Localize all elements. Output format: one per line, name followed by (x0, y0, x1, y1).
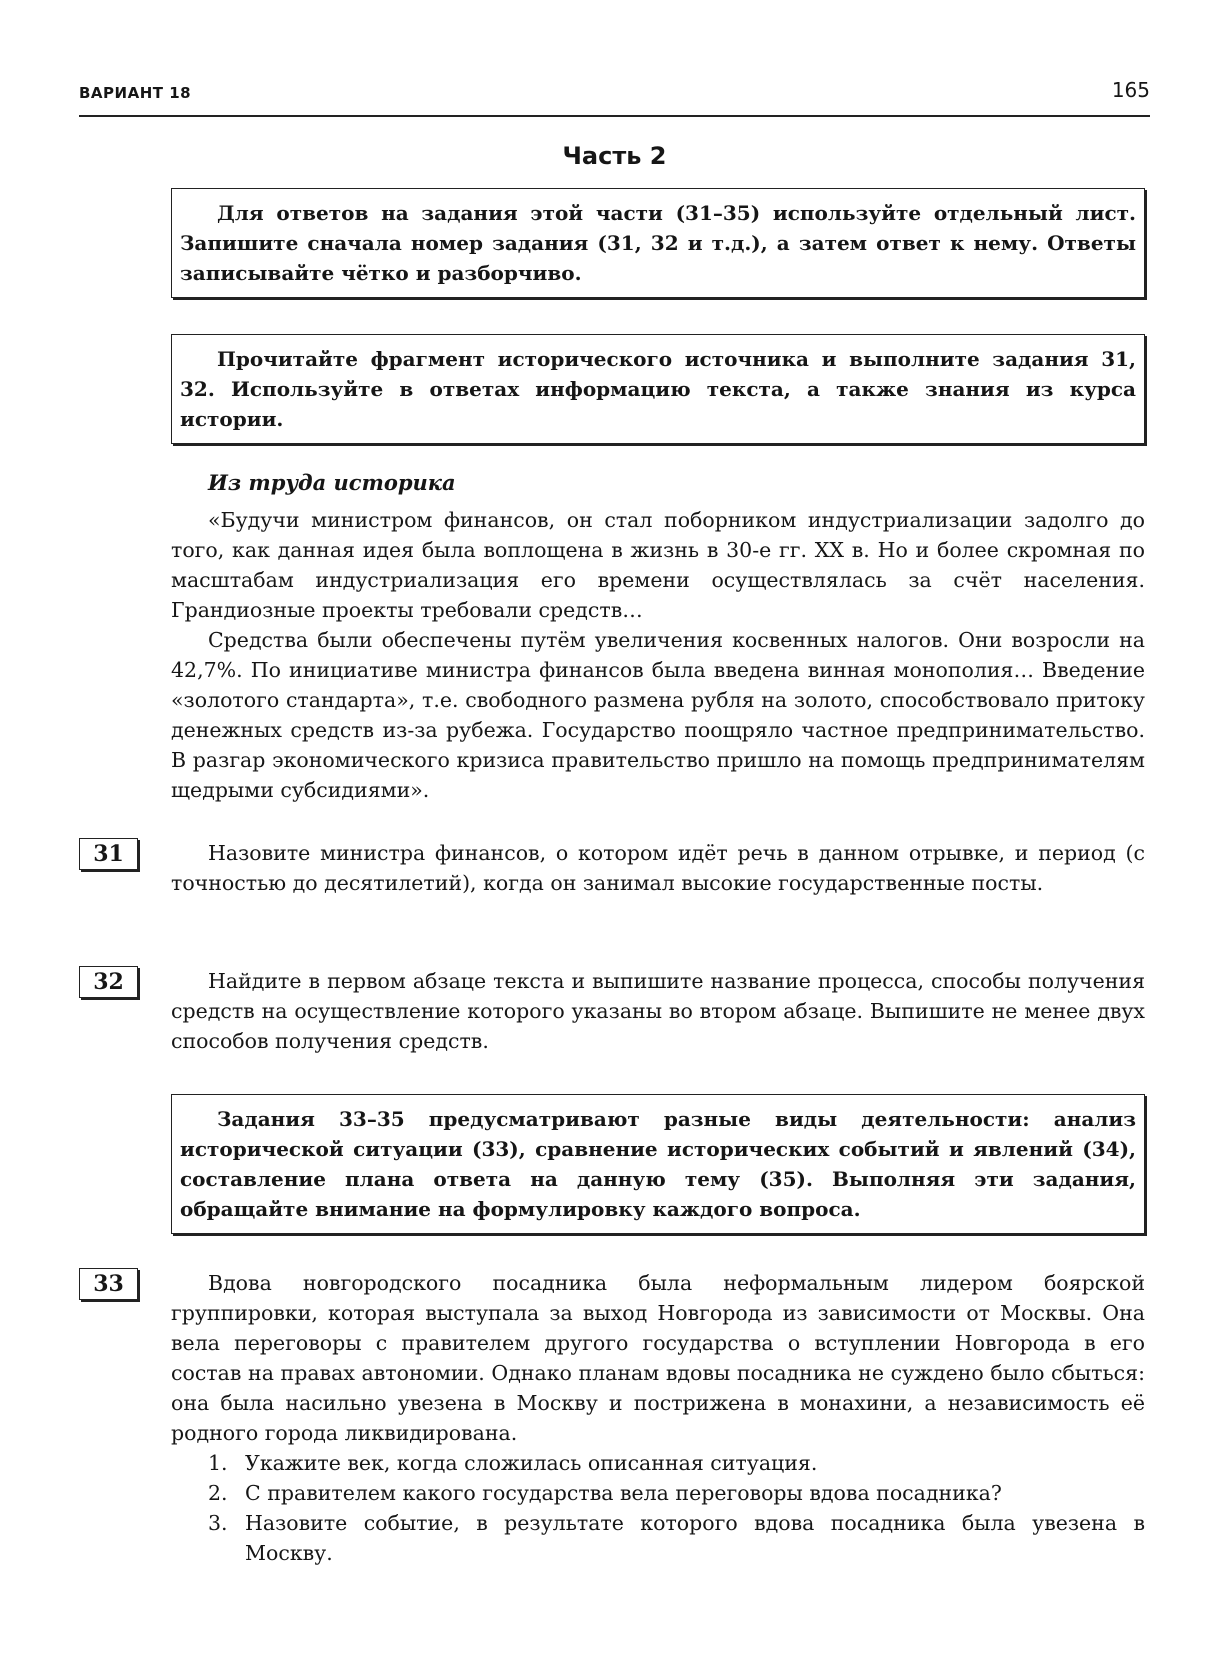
list-item (208, 1448, 1145, 1478)
source-title: Из труда историка (208, 470, 456, 495)
list-item-number: 3. (208, 1511, 228, 1535)
answers-instruction-box (171, 188, 1145, 298)
variant-label: ВАРИАНТ 18 (79, 84, 192, 102)
question-number-31: 31 (79, 838, 138, 870)
header-divider (79, 115, 1150, 117)
question-33 (171, 1268, 1145, 1448)
tasks-instruction-text: Задания 33–35 предусматривают разные виды деятельности: анализ исторической ситуации (33), сравнение исторических событий и явлений (34), составление плана ответа на данную тему (35). Выполняя эти задания, обращайте внимание на формулировку каждого вопроса. (180, 1107, 1136, 1221)
source-paragraph-1: «Будучи министром финансов, он стал поборником индустриализации задолго до того, как данная идея была воплощена в жизнь в 30-е гг. XX в. Но и более скромная по масштабам индустриализация его времени осуществлялась за счёт населения. Грандиозные проекты требовали средств… (171, 508, 1145, 622)
source-instruction-box (171, 334, 1145, 444)
list-item-text: С правителем какого государства вела переговоры вдова посадника? (245, 1481, 1002, 1505)
list-item-number: 1. (208, 1451, 228, 1475)
question-32 (171, 966, 1145, 1056)
part-title: Часть 2 (562, 142, 667, 170)
answers-instruction-text: Для ответов на задания этой части (31–35) используйте отдельный лист. Запишите сначала номер задания (31, 32 и т.д.), а затем ответ к нему. Ответы записывайте чётко и разборчиво. (180, 201, 1136, 285)
list-item (208, 1508, 1145, 1568)
tasks-instruction-box (171, 1094, 1145, 1234)
question-32-text: Найдите в первом абзаце текста и выпишите название процесса, способы получения средств на осуществление которого указаны во втором абзаце. Выпишите не менее двух способов получения средств. (171, 969, 1145, 1053)
list-item-text: Назовите событие, в результате которого вдова посадника была увезена в Москву. (245, 1511, 1145, 1565)
list-item-text: Укажите век, когда сложилась описанная ситуация. (245, 1451, 818, 1475)
question-31-text: Назовите министра финансов, о котором идёт речь в данном отрывке, и период (с точностью до десятилетий), когда он занимал высокие государственные посты. (171, 841, 1145, 895)
page-number: 165 (1111, 78, 1150, 102)
question-number-33: 33 (79, 1268, 138, 1300)
source-paragraph-2: Средства были обеспечены путём увеличения косвенных налогов. Они возросли на 42,7%. По инициативе министра финансов была введена винная монополия… Введение «золотого стандарта», т.е. свободного размена рубля на золото, способствовало притоку денежных средств из-за рубежа. Государство поощряло частное предпринимательство. В разгар экономического кризиса правительство пришло на помощь предпринимателям щедрыми субсидиями». (171, 628, 1145, 802)
source-text (171, 505, 1145, 805)
question-33-text: Вдова новгородского посадника была неформальным лидером боярской группировки, которая выступала за выход Новгорода из зависимости от Москвы. Она вела переговоры с правителем другого государства о вступлении Новгорода в его состав на правах автономии. Однако планам вдовы посадника не суждено было сбыться: она была насильно увезена в Москву и пострижена в монахини, а независимость её родного города ликвидирована. (171, 1271, 1145, 1445)
question-31 (171, 838, 1145, 898)
question-number-32: 32 (79, 966, 138, 998)
list-item (208, 1478, 1145, 1508)
source-instruction-text: Прочитайте фрагмент исторического источника и выполните задания 31, 32. Используйте в ответах информацию текста, а также знания из курса истории. (180, 347, 1136, 431)
question-33-subitems (208, 1448, 1145, 1568)
list-item-number: 2. (208, 1481, 228, 1505)
